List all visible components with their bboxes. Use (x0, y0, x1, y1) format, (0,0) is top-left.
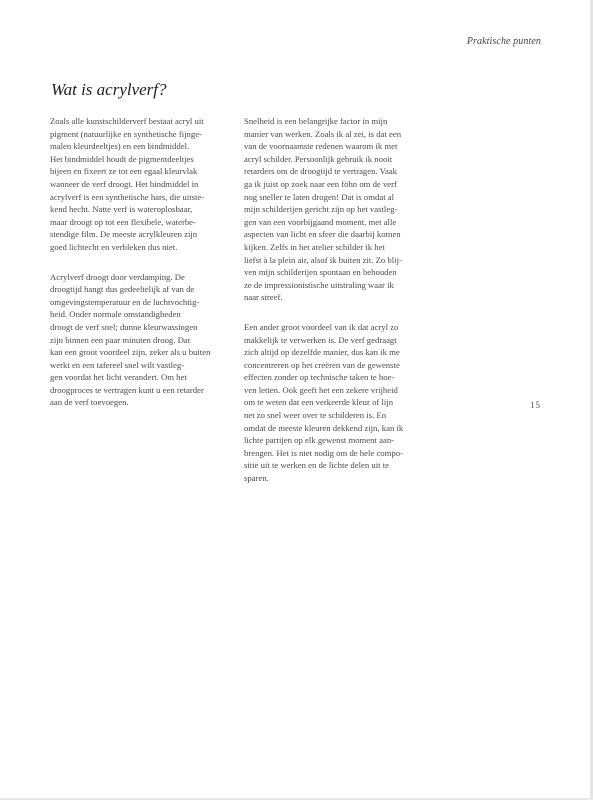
text-line: sitie uit te werken en de lichte delen uit te (244, 460, 389, 471)
text-line: effecten zonder op technische taken te hoe- (244, 372, 395, 383)
text-line: retarders om de droogtijd te vertragen. Vaak (244, 166, 398, 177)
text-line: ze de impressionistische uitstraling waar ik (244, 279, 394, 290)
text-line: goed lichtecht en verbleken dus niet. (50, 241, 178, 252)
text-line: acrylverf is een synthetische hars, die uitste- (50, 191, 205, 202)
text-line: kan een groot voordeel zijn, zeker als u buiten (50, 347, 211, 358)
text-line: Snelheid is een belangrijke factor in mijn (244, 116, 388, 126)
text-line: acryl schilder. Persoonlijk gebruik ik nooit (244, 153, 393, 164)
text-column-right (244, 115, 424, 502)
text-line: lichte partijen op elk gewenst moment aan- (244, 435, 395, 446)
text-line: maar droogt op tot een flexibele, waterbe- (50, 216, 196, 227)
text-line: pigment (natuurlijke en synthetische fijnge- (50, 128, 202, 139)
text-line: droogt de verf snel; dunne kleurwassingen (50, 321, 198, 332)
paragraph (244, 321, 424, 485)
text-line: nog sneller te laten drogen! Dat is omdat al (244, 191, 395, 202)
text-line: zijn binnen een paar minuten droog. Dat (50, 334, 191, 345)
text-line: gen voordat het licht verandert. Om het (50, 372, 187, 383)
text-line: brengen. Het is niet nodig om de hele compo- (244, 447, 403, 458)
text-line: malen kleurdeeltjes) en een bindmiddel. (50, 141, 190, 152)
text-line: net zo snel weer over te schilderen is. En (244, 410, 387, 421)
text-line: ven letten. Ook geeft het een zekere vrijheid (244, 384, 398, 395)
text-line: Acrylverf droogt door verdamping. De (50, 271, 185, 282)
text-line: zich altijd op dezelfde manier, dus kan ik me (244, 347, 400, 358)
text-line: manier van werken. Zoals ik al zei, is dat een (244, 128, 402, 139)
text-line: concentreren op het creëren van de gewenste (244, 359, 400, 370)
text-line: makkelijk te verwerken is. De verf gedraagt (244, 334, 397, 345)
text-line: omgevingstemperatuur en de luchtvochtig- (50, 296, 200, 307)
text-line: werkt en een tafereel snel wilt vastleg- (50, 359, 185, 370)
text-line: Zoals alle kunstschilderverf bestaat acryl uit (50, 116, 204, 126)
text-column-left (50, 115, 230, 426)
text-line: naar streef. (244, 292, 283, 303)
paragraph (50, 115, 230, 254)
text-line: bijeen en fixeert ze tot een egaal kleurvlak (50, 166, 198, 177)
paragraph (50, 271, 230, 410)
text-line: liefst à la plein air, alsof ik buiten zit. Zo blij- (244, 254, 402, 265)
text-line: droogproces te vertragen kunt u een retarder (50, 384, 204, 395)
text-line: aan de verf toevoegen. (50, 397, 129, 408)
text-line: kijken. Zelfs in het atelier schilder ik het (244, 241, 385, 252)
section-title: Wat is acrylverf? (51, 80, 167, 99)
page-number: 15 (530, 400, 541, 410)
text-line: Het bindmiddel houdt de pigmentdeeltjes (50, 153, 194, 164)
text-line: wanneer de verf droogt. Het bindmiddel in (50, 178, 199, 189)
text-line: sparen. (244, 473, 269, 484)
text-line: om te weten dat een verkeerde kleur of lijn (244, 397, 394, 408)
text-line: droogtijd hangt dus gedeeltelijk af van de (50, 284, 195, 295)
text-line: stendige film. De meeste acrylkleuren zijn (50, 229, 198, 240)
text-line: Een ander groot voordeel van ik dat acryl zo (244, 321, 399, 332)
text-line: mijn schilderijen gericht zijn op het vastleg- (244, 204, 398, 215)
text-line: omdat de meeste kleuren dekkend zijn, kan ik (244, 422, 404, 433)
text-line: ga ik juist op zoek naar een föhn om de verf (244, 178, 397, 189)
text-line: aspecten van licht en sfeer die daarbij komen (244, 229, 401, 240)
text-line: kend hecht. Natte verf is wateroplosbaar, (50, 204, 193, 215)
paragraph (244, 115, 424, 304)
text-line: van de voornaamste redenen waarom ik met (244, 141, 398, 152)
text-line: heid. Onder normale omstandigheden (50, 309, 181, 320)
running-header: Praktische punten (466, 36, 541, 47)
text-line: gen van een voorbijgaand moment, met alle (244, 216, 397, 227)
text-line: ven mijn schilderijen spontaan en behouden (244, 267, 397, 278)
